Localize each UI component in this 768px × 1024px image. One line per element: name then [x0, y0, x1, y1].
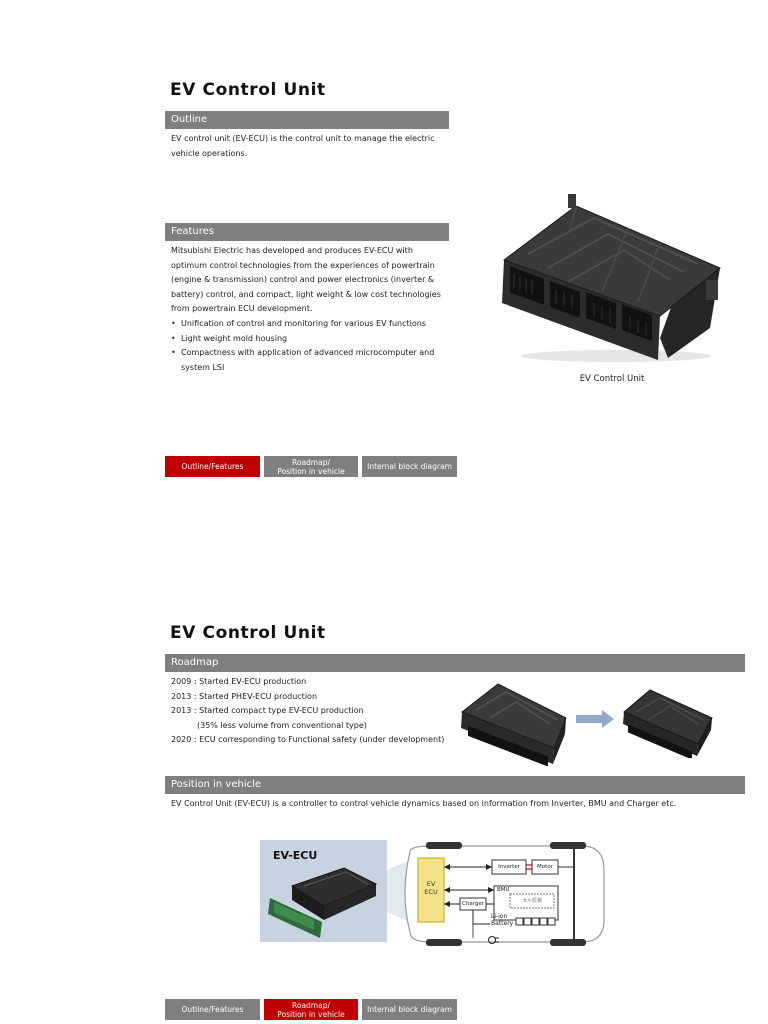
compact-ecu-image — [620, 686, 716, 758]
ecu-label: EV-ECU — [273, 849, 318, 862]
battery-label: Li-ion Battery — [491, 913, 514, 927]
page-title: EV Control Unit — [170, 623, 326, 643]
roadmap-line: 2020 : ECU corresponding to Functional safety (under development) — [171, 735, 445, 745]
features-line: (engine & transmission) control and power electronics (inverter & — [171, 275, 435, 285]
features-text — [171, 244, 461, 375]
roadmap-list — [171, 675, 461, 748]
features-line: from powertrain ECU development. — [171, 304, 313, 314]
tab-internal-block-diagram[interactable]: Internal block diagram — [362, 456, 457, 477]
features-line: Mitsubishi Electric has developed and produces EV-ECU with — [171, 246, 413, 255]
roadmap-header: Roadmap — [165, 654, 745, 672]
motor-label: Motor — [537, 864, 553, 870]
old-ecu-image — [458, 678, 570, 766]
bmu-label: BMU — [497, 887, 510, 893]
feature-bullet: • Unification of control and monitoring for various EV functions — [171, 317, 461, 332]
tab-outline-features[interactable]: Outline/Features — [165, 456, 260, 477]
feature-bullet: • Compactness with application of advanced microcomputer and system LSI — [171, 346, 461, 375]
outline-line: vehicle operations. — [171, 148, 248, 158]
tab-label-line: Roadmap/ — [291, 1000, 330, 1010]
inverter-label: Inverter — [498, 864, 520, 870]
tab-internal-block-diagram[interactable]: Internal block diagram — [362, 999, 457, 1020]
tab-label-line: Roadmap/ — [291, 457, 330, 467]
tab-roadmap-position[interactable] — [264, 999, 358, 1020]
features-line: optimum control technologies from the experiences of powertrain — [171, 260, 435, 270]
feature-bullet: • Light weight mold housing — [171, 332, 461, 347]
ev-ecu-box-label: EV ECU — [424, 880, 438, 896]
cell-monitor-label: セル監視 — [521, 898, 542, 904]
features-line: battery) control, and compact, light weight & low cost technologies — [171, 289, 441, 299]
ecu-unit-image — [498, 188, 726, 366]
charger-label: Charger — [462, 901, 484, 907]
page-title: EV Control Unit — [170, 80, 326, 100]
features-header: Features — [165, 223, 449, 241]
position-header: Position in vehicle — [165, 776, 745, 794]
outline-line: EV control unit (EV-ECU) is the control unit to manage the electric — [171, 134, 435, 143]
position-text: EV Control Unit (EV-ECU) is a controller to control vehicle dynamics based on information from Inverter, BMU and Charger etc. — [171, 799, 677, 808]
roadmap-line: (35% less volume from conventional type) — [197, 720, 367, 730]
outline-text — [171, 132, 461, 161]
vehicle-position-diagram — [260, 840, 608, 948]
image-caption: EV Control Unit — [579, 374, 645, 384]
ev-control-unit-image — [498, 188, 726, 366]
tab-label-line: Position in vehicle — [277, 466, 345, 476]
roadmap-line: 2013 : Started PHEV-ECU production — [171, 691, 318, 701]
outline-header: Outline — [165, 111, 449, 129]
features-bullet-list — [171, 317, 461, 375]
arrow-right-icon — [576, 709, 616, 729]
roadmap-line: 2009 : Started EV-ECU production — [171, 677, 307, 686]
tab-label-line: Position in vehicle — [277, 1009, 345, 1019]
roadmap-line: 2013 : Started compact type EV-ECU production — [171, 706, 364, 716]
tab-roadmap-position[interactable] — [264, 456, 358, 477]
tab-outline-features[interactable]: Outline/Features — [165, 999, 260, 1020]
